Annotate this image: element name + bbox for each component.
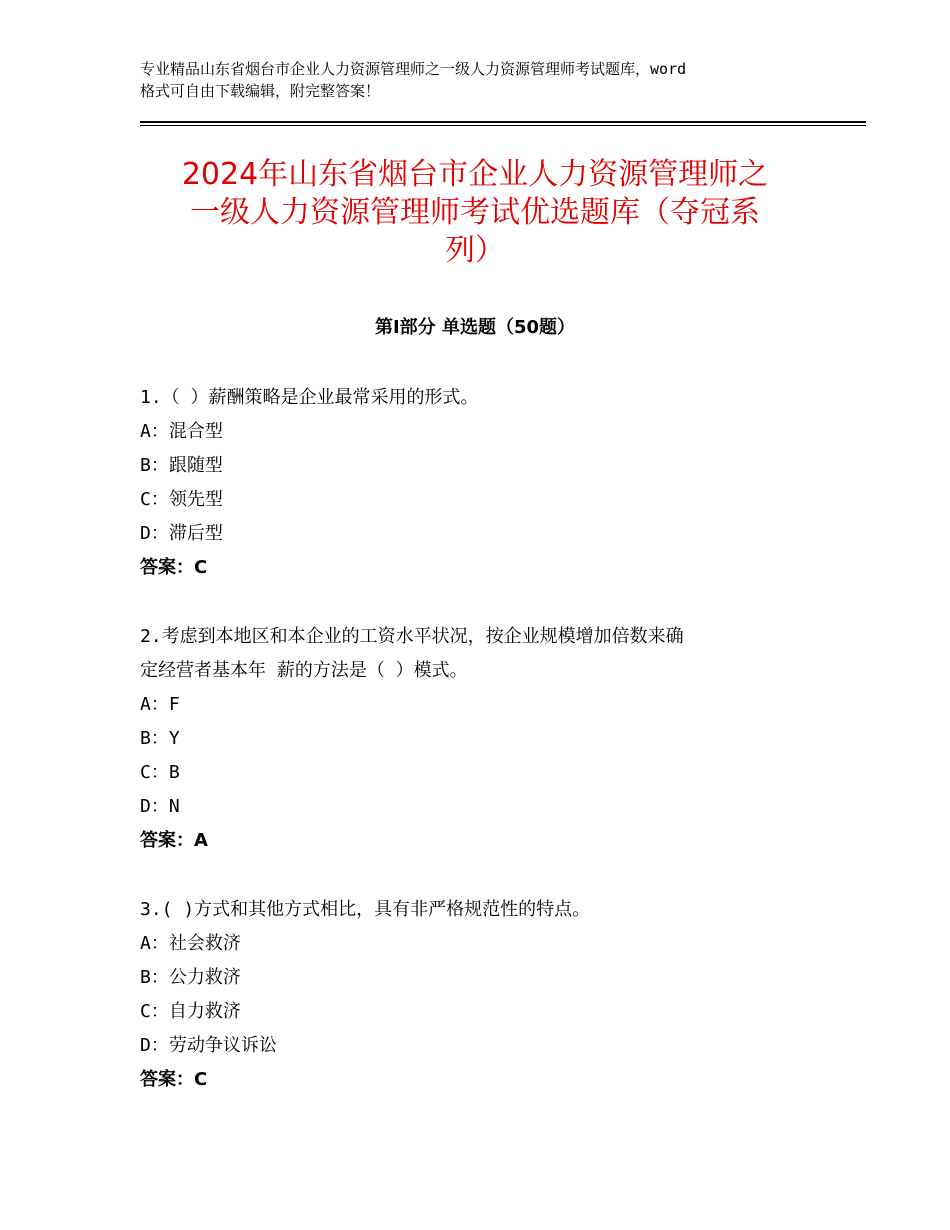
option-a: A：F xyxy=(140,694,180,715)
section-heading: 第Ⅰ部分 单选题（50题） xyxy=(374,317,575,338)
question-stem-continued: 定经营者基本年 薪的方法是（ ）模式。 xyxy=(140,660,468,681)
question-1 xyxy=(140,381,820,585)
header-note-line-2: 格式可自由下载编辑，附完整答案！ xyxy=(140,82,381,100)
option-b: B：跟随型 xyxy=(140,455,223,476)
option-b: B：公力救济 xyxy=(140,967,241,988)
answer: 答案：A xyxy=(140,830,208,851)
question-stem: 3.( )方式和其他方式相比，具有非严格规范性的特点。 xyxy=(140,899,591,920)
option-a: A：混合型 xyxy=(140,421,223,442)
option-c: C：领先型 xyxy=(140,489,223,510)
option-d: D：N xyxy=(140,796,180,817)
answer: 答案：C xyxy=(140,1069,208,1090)
header-note-line-1: 专业精品山东省烟台市企业人力资源管理师之一级人力资源管理师考试题库，word xyxy=(140,60,687,78)
document-title xyxy=(120,156,830,270)
question-stem: 2.考虑到本地区和本企业的工资水平状况，按企业规模增加倍数来确 xyxy=(140,626,684,647)
option-c: C：自力救济 xyxy=(140,1001,241,1022)
option-c: C：B xyxy=(140,762,180,783)
option-b: B：Y xyxy=(140,728,180,749)
header-divider-thick xyxy=(140,121,866,123)
option-d: D：劳动争议诉讼 xyxy=(140,1035,277,1056)
header-divider-thin xyxy=(140,125,866,126)
question-2 xyxy=(140,620,820,858)
option-d: D：滞后型 xyxy=(140,523,223,544)
question-stem: 1.（ ）薪酬策略是企业最常采用的形式。 xyxy=(140,387,479,408)
option-a: A：社会救济 xyxy=(140,933,241,954)
answer: 答案：C xyxy=(140,557,208,578)
title-line-1: 2024年山东省烟台市企业人力资源管理师之 xyxy=(181,157,769,192)
header-note xyxy=(140,58,840,102)
title-line-2: 一级人力资源管理师考试优选题库（夺冠系 xyxy=(190,195,760,230)
title-line-3: 列） xyxy=(445,233,505,268)
question-3 xyxy=(140,893,820,1097)
